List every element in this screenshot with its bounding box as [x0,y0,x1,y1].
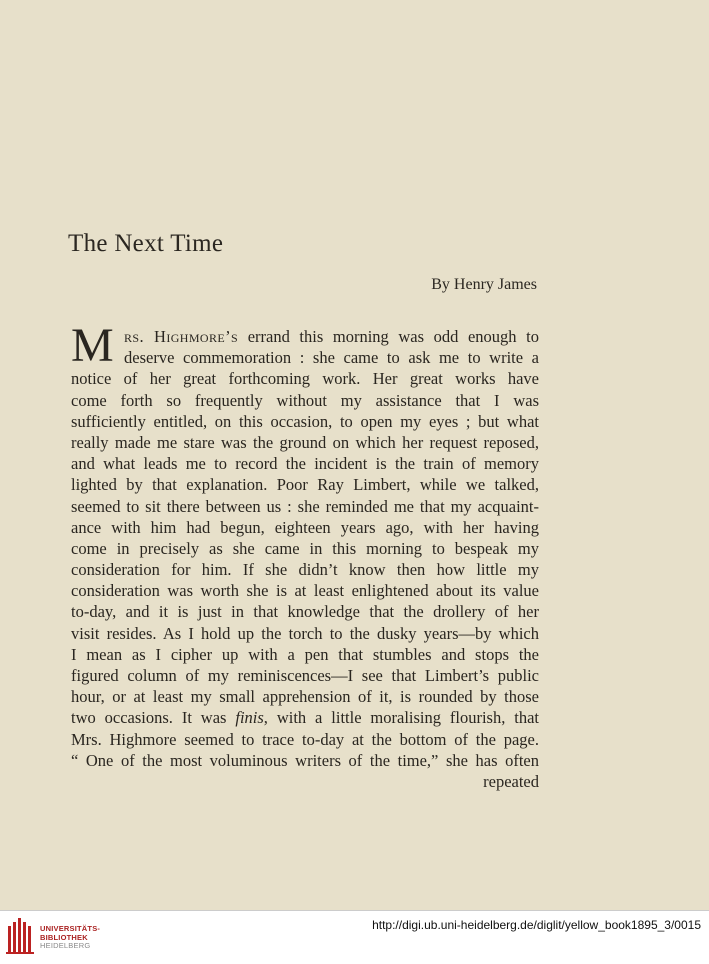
text-line: “ One of the most voluminous writers of the time,” she has often [71,750,539,770]
chapter-title: The Next Time [68,230,224,257]
library-name-line: HEIDELBERG [40,941,91,950]
text-seg: , with a little moralising flourish, that [263,708,539,728]
text-line: really made me stare was the ground on which her request reposed, [71,432,539,452]
text-line: and what leads me to record the incident is the train of memory [71,454,539,474]
text-line: consideration was worth she is at least enlightened about its value [71,581,539,601]
small-caps-name: rs. Highmore’s [124,327,239,346]
italic-word: finis [235,708,264,728]
library-name-line: BIBLIOTHEK [40,932,88,942]
text-line: lighted by that explanation. Poor Ray Limbert, while we talked, [71,475,539,495]
text-line: come in precisely as she came in this morning to bespeak my [71,538,539,558]
permalink-url[interactable]: http://digi.ub.uni-heidelberg.de/diglit/yellow_book1895_3/0015 [372,918,701,932]
text-line: deserve commemoration : she came to ask me to write a [124,348,539,368]
text-line: hour, or at least my small apprehension of it, is rounded by those [71,687,539,707]
body-text [71,319,539,792]
text-line [71,707,539,728]
text-line: seemed to sit there between us : she reminded me that my acquaint- [71,496,539,516]
text-line: sufficiently entitled, on this occasion, to open my eyes ; but what [71,411,539,431]
byline: By Henry James [431,276,537,293]
text-seg: two occasions. It was [71,708,236,728]
text-line: come forth so frequently without my assistance that I was [71,390,539,410]
text-line: notice of her great forthcoming work. Her great works have [71,369,539,389]
text-line: to-day, and it is just in that knowledge that the drollery of her [71,602,539,622]
text-line: visit resides. As I hold up the torch to the dusky years—by which [71,623,539,643]
catchword: repeated [483,771,539,791]
text-line: consideration for him. If she didn’t know then how little my [71,560,539,580]
text-line: ance with him had begun, eighteen years ago, with her having [71,517,539,537]
text-line [71,326,539,347]
library-logo-icon [6,916,36,956]
text-line: figured column of my reminiscences—I see that Limbert’s public [71,666,539,685]
text-line: Mrs. Highmore seemed to trace to-day at the bottom of the page. [71,729,539,749]
drop-cap: M [71,319,114,372]
text-line: I mean as I cipher up with a pen that stumbles and stops the [71,644,539,664]
library-name-line: UNIVERSITÄTS- [40,924,101,933]
library-name [40,925,100,951]
text-line-rest: errand this morning was odd enough to [238,327,539,346]
